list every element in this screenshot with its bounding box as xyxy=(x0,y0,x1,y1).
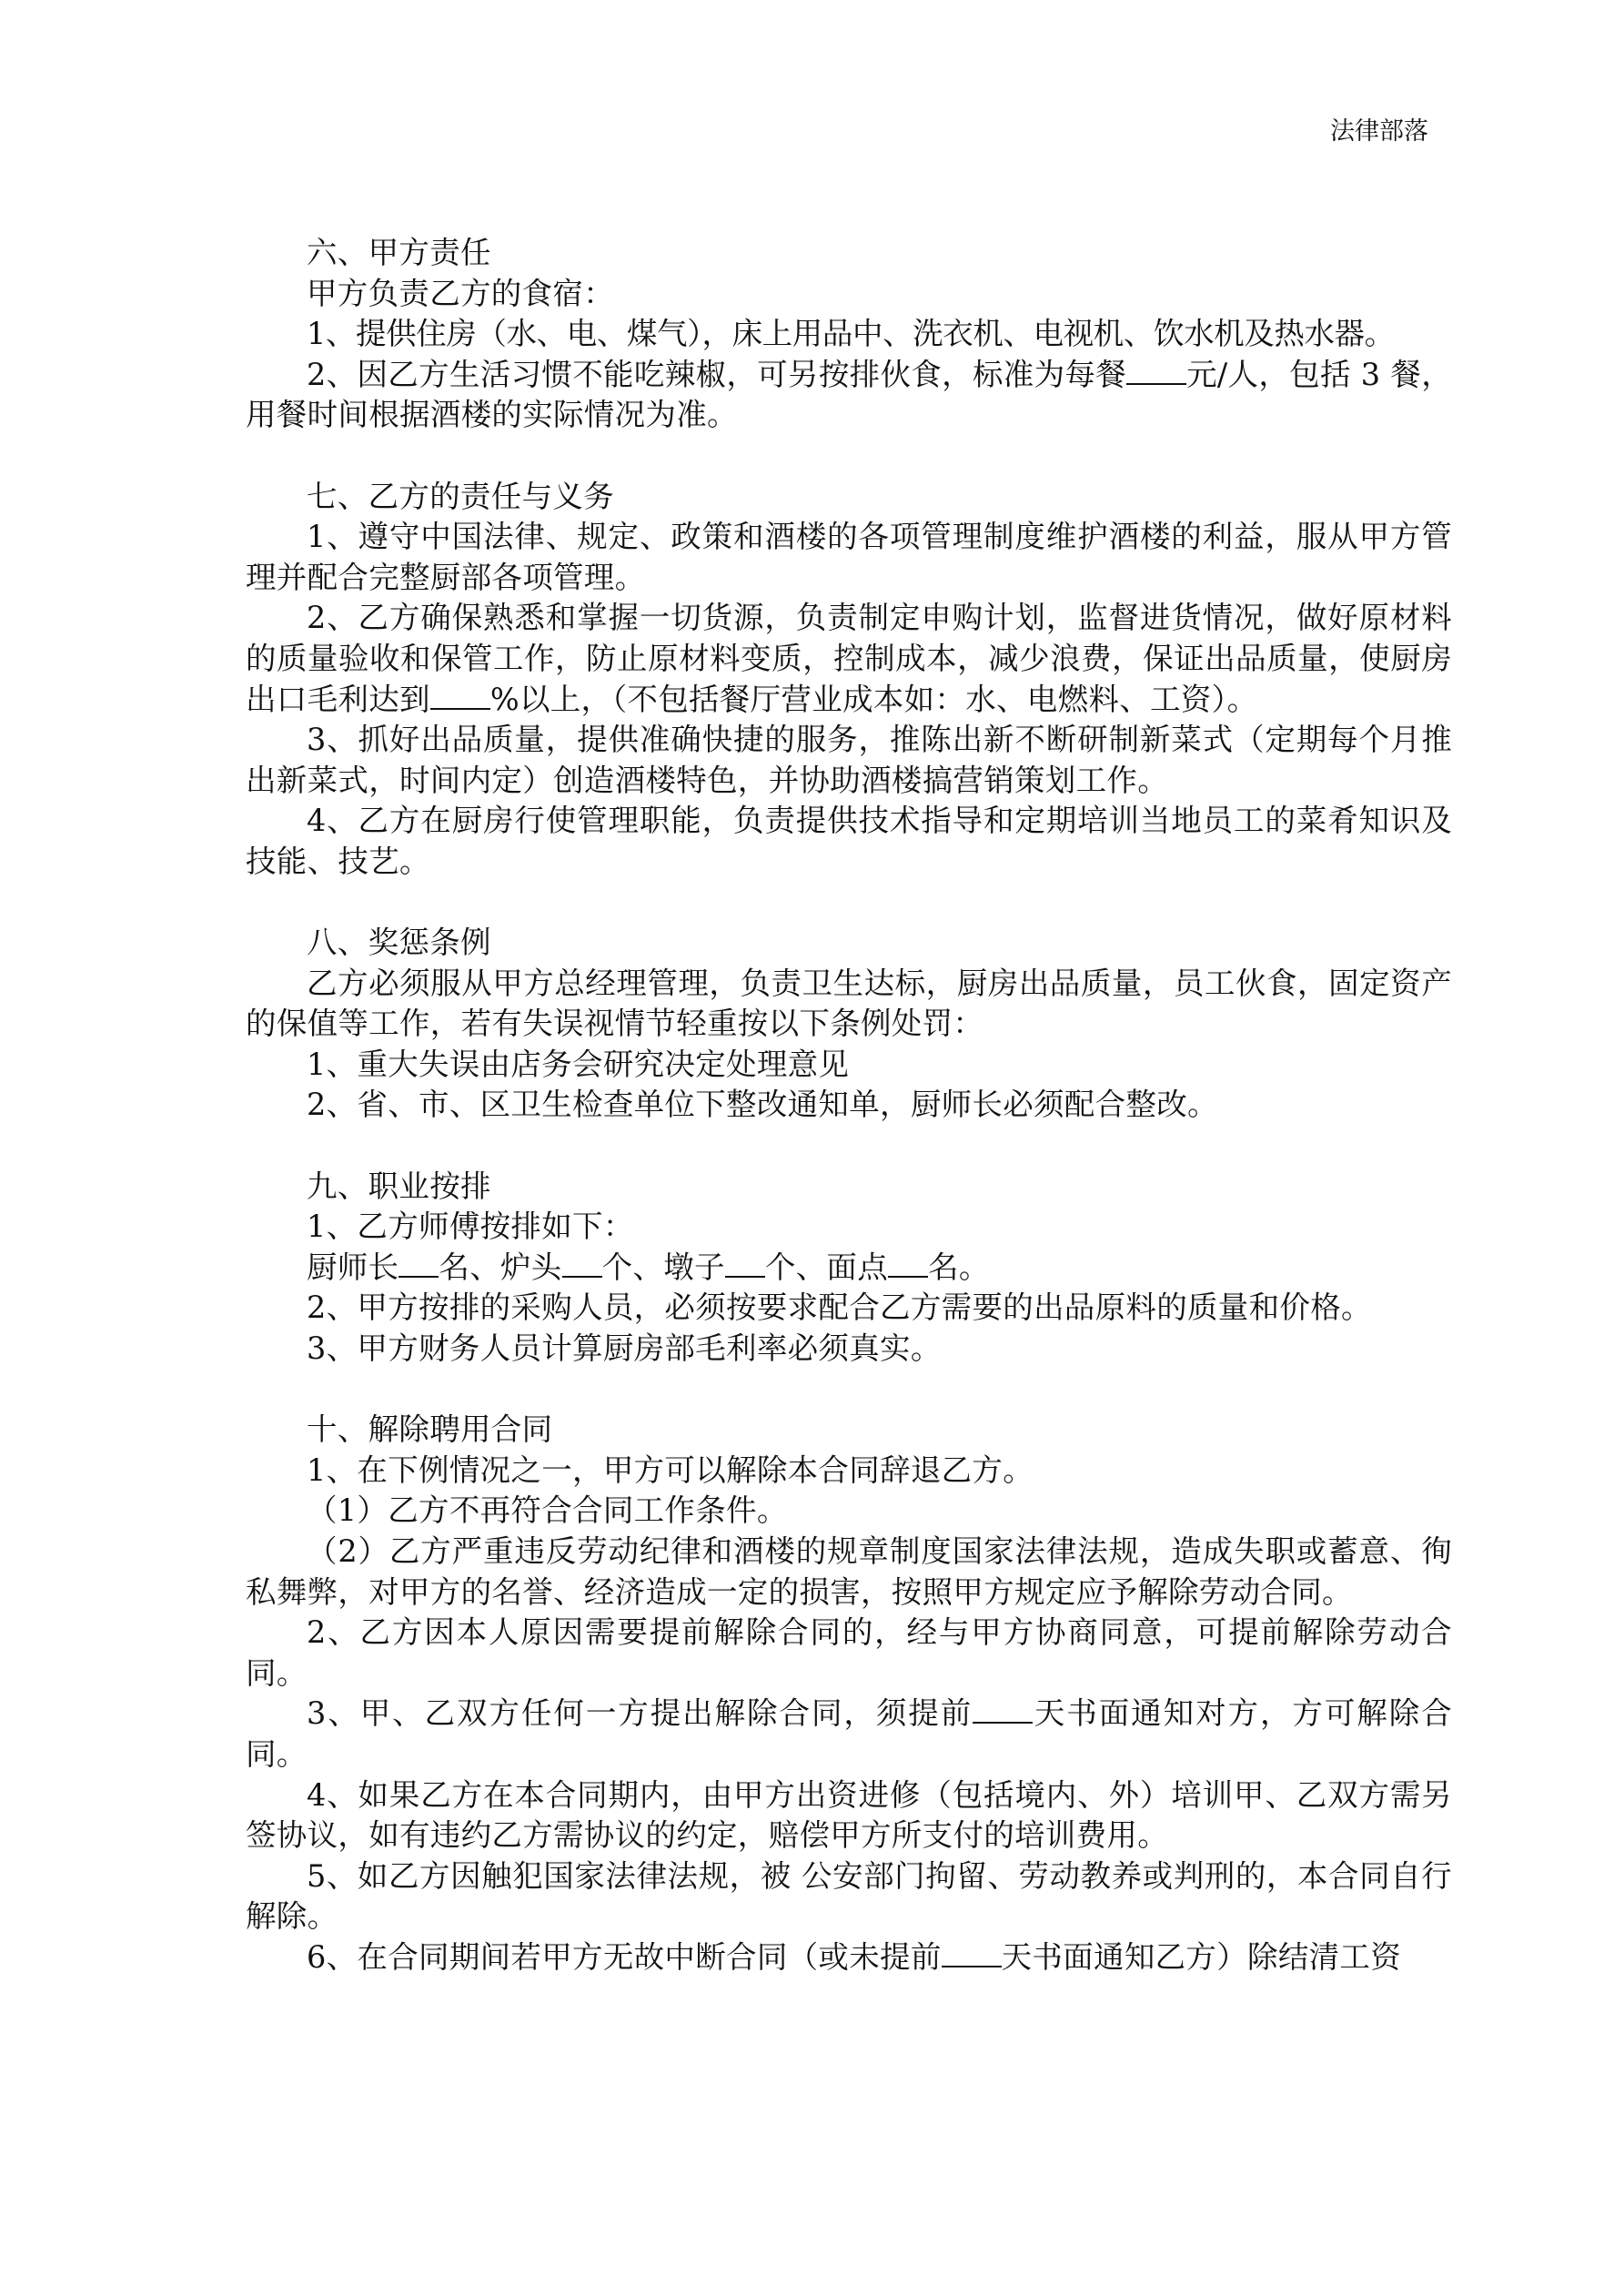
meal-price-blank xyxy=(1126,356,1186,385)
section-9-para-3: 2、甲方按排的采购人员，必须按要求配合乙方需要的出品原料的质量和价格。 xyxy=(307,1290,1372,1326)
header-site-label: 法律部落 xyxy=(1330,117,1428,146)
section-10-para-3: （2）乙方严重违反劳动纪律和酒楼的规章制度国家法律法规，造成失职或蓄意、徇私舞弊，对甲方的名誉、经济造成一定的损害，按照甲方规定应予解除劳动合同。 xyxy=(246,1533,1452,1610)
section-10-para-2: （1）乙方不再符合合同工作条件。 xyxy=(307,1492,788,1529)
section-10-para-8 xyxy=(246,1937,1452,1978)
section-8-para-1: 乙方必须服从甲方总经理管理，负责卫生达标，厨房出品质量，员工伙食，固定资产的保值等工作，若有失误视情节轻重按以下条例处罚： xyxy=(246,965,1452,1042)
section-9-title: 九、职业按排 xyxy=(307,1168,491,1204)
chef-count-blank xyxy=(398,1249,439,1278)
section-10-title: 十、解除聘用合同 xyxy=(307,1411,553,1448)
section-10-para-8-text-b: 天书面通知乙方）除结清工资 xyxy=(1001,1938,1402,1975)
paragraph-gap xyxy=(246,883,1452,924)
section-7-title: 七、乙方的责任与义务 xyxy=(307,478,614,514)
termination-days-blank xyxy=(942,1938,1002,1967)
paragraph-gap xyxy=(246,1126,1452,1167)
paragraph-gap xyxy=(246,436,1452,477)
section-7-para-3: 3、抓好出品质量，提供准确快捷的服务，推陈出新不断研制新菜式（定期每个月推出新菜式，时间内定）创造酒楼特色，并协助酒楼搞营销策划工作。 xyxy=(246,722,1452,798)
staff-chef-label: 厨师长 xyxy=(307,1249,399,1285)
section-6-para-2: 1、提供住房（水、电、煤气），床上用品中、洗衣机、电视机、饮水机及热水器。 xyxy=(307,316,1395,352)
section-10-para-5 xyxy=(246,1694,1452,1775)
section-8-title: 八、奖惩条例 xyxy=(307,925,491,961)
section-10-para-5-text-b: 天书面通知对方，方可解除合同。 xyxy=(246,1695,1452,1772)
staff-line-end: 名。 xyxy=(928,1249,990,1285)
section-10-para-5-text-a: 3、甲、乙双方任何一方提出解除合同，须提前 xyxy=(307,1695,973,1732)
section-8-para-3: 2、省、市、区卫生检查单位下整改通知单，厨师长必须配合整改。 xyxy=(307,1087,1218,1123)
section-7-para-4: 4、乙方在厨房行使管理职能，负责提供技术指导和定期培训当地员工的菜肴知识及技能、技艺。 xyxy=(246,803,1452,879)
staff-stove-label: 名、炉头 xyxy=(439,1249,562,1285)
section-7-para-2-text-a: 2、乙方确保熟悉和掌握一切货源，负责制定申购计划，监督进货情况，做好原材料的质量验收和保管工作，防止原材料变质，控制成本，减少浪费，保证出品质量，使厨房出口毛利达到 xyxy=(246,600,1452,717)
section-10-para-7: 5、如乙方因触犯国家法律法规，被 公安部门拘留、劳动教养或判刑的，本合同自行解除。 xyxy=(246,1857,1452,1935)
contract-body xyxy=(246,233,1452,1978)
paragraph-gap xyxy=(246,1370,1452,1411)
section-10-para-1: 1、在下例情况之一，甲方可以解除本合同辞退乙方。 xyxy=(307,1451,1034,1488)
section-9-para-1: 1、乙方师傅按排如下： xyxy=(307,1209,634,1245)
section-9-para-4: 3、甲方财务人员计算厨房部毛利率必须真实。 xyxy=(307,1330,942,1367)
section-6-para-3 xyxy=(246,355,1452,436)
notice-days-blank xyxy=(973,1694,1033,1724)
section-8-para-2: 1、重大失误由店务会研究决定处理意见 xyxy=(307,1046,850,1082)
section-6-title: 六、甲方责任 xyxy=(307,235,491,270)
section-9-staff-line xyxy=(246,1248,1452,1289)
staff-pastry-label: 个、面点 xyxy=(764,1249,889,1285)
staff-cutter-label: 个、墩子 xyxy=(601,1249,725,1285)
cutter-count-blank xyxy=(725,1249,765,1278)
section-10-para-6: 4、如果乙方在本合同期内，由甲方出资进修（包括境内、外）培训甲、乙双方需另签协议，如有违约乙方需协议的约定，赔偿甲方所支付的培训费用。 xyxy=(246,1776,1452,1854)
section-10-para-8-text-a: 6、在合同期间若甲方无故中断合同（或未提前 xyxy=(307,1938,942,1975)
section-10-para-4: 2、乙方因本人原因需要提前解除合同的，经与甲方协商同意，可提前解除劳动合同。 xyxy=(246,1614,1452,1691)
profit-rate-blank xyxy=(430,681,490,710)
section-6-para-3-text-b: 元/人，包括 3 餐，用餐时间根据酒楼的实际情况为准。 xyxy=(246,356,1452,433)
stove-count-blank xyxy=(562,1249,602,1278)
section-7-para-2-text-b: %以上，（不包括餐厅营业成本如：水、电燃料、工资）。 xyxy=(489,681,1258,717)
pastry-count-blank xyxy=(888,1249,928,1278)
section-6-para-3-text-a: 2、因乙方生活习惯不能吃辣椒，可另按排伙食，标准为每餐 xyxy=(307,356,1127,392)
section-7-para-2 xyxy=(246,598,1452,720)
section-7-para-1: 1、遵守中国法律、规定、政策和酒楼的各项管理制度维护酒楼的利益，服从甲方管理并配合完整厨部各项管理。 xyxy=(246,519,1452,595)
section-6-para-1: 甲方负责乙方的食宿： xyxy=(307,275,614,311)
